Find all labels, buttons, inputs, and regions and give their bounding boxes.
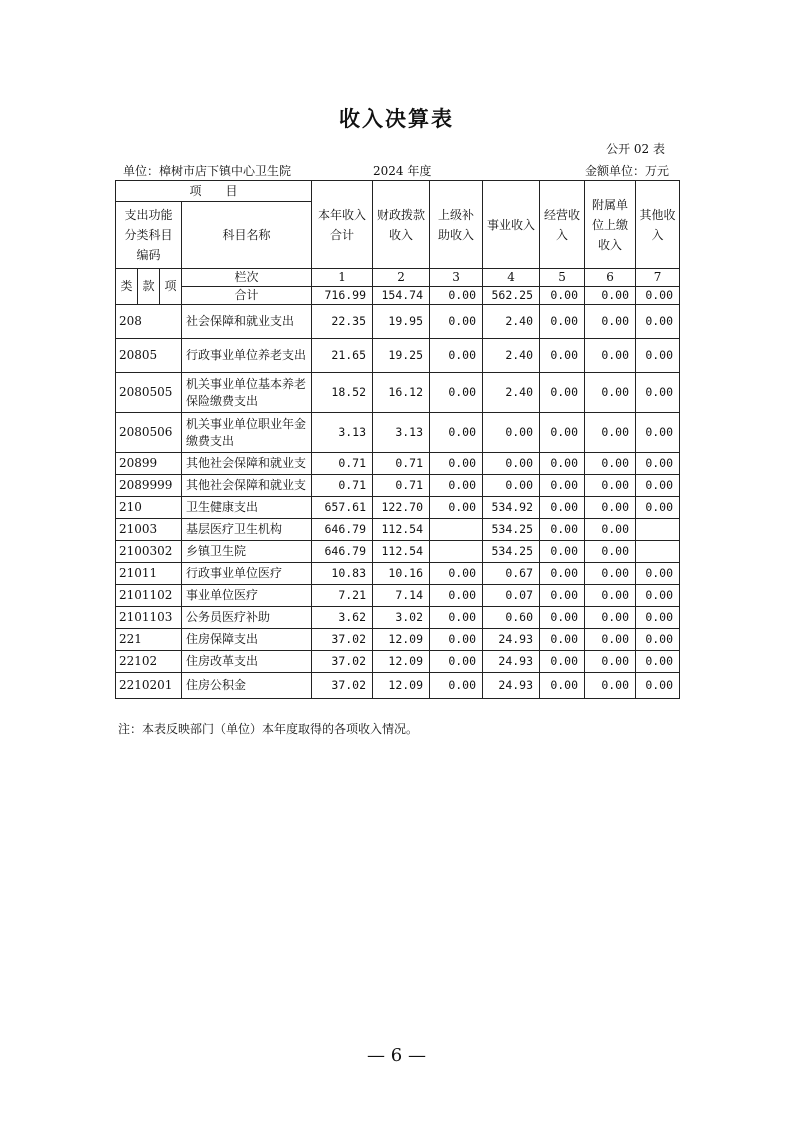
amount-cell: 0.00 bbox=[636, 629, 680, 651]
amount-cell: 646.79 bbox=[312, 541, 373, 563]
column-number: 5 bbox=[540, 269, 585, 287]
amount-cell: 0.00 bbox=[430, 497, 483, 519]
amount-cell: 0.00 bbox=[585, 413, 636, 453]
amount-cell: 0.00 bbox=[585, 453, 636, 475]
header-lei: 类 bbox=[116, 269, 138, 305]
table-row bbox=[116, 519, 680, 541]
amount-cell: 0.00 bbox=[483, 453, 540, 475]
amount-cell: 21.65 bbox=[312, 339, 373, 373]
header-col-operation: 经营收入 bbox=[540, 181, 585, 269]
amount-cell: 0.00 bbox=[636, 497, 680, 519]
total-cell: 716.99 bbox=[312, 287, 373, 305]
subject-name: 行政事业单位养老支出 bbox=[182, 339, 312, 373]
header-kuan: 款 bbox=[138, 269, 160, 305]
subject-code: 2210201 bbox=[116, 673, 182, 699]
amount-cell bbox=[636, 541, 680, 563]
amount-cell: 0.00 bbox=[540, 453, 585, 475]
amount-cell: 646.79 bbox=[312, 519, 373, 541]
amount-cell: 12.09 bbox=[373, 629, 430, 651]
amount-cell: 0.00 bbox=[636, 305, 680, 339]
subject-name: 行政事业单位医疗 bbox=[182, 563, 312, 585]
amount-cell: 0.00 bbox=[585, 519, 636, 541]
subject-name: 住房改革支出 bbox=[182, 651, 312, 673]
amount-cell: 0.00 bbox=[430, 585, 483, 607]
amount-cell: 0.00 bbox=[585, 373, 636, 413]
amount-cell: 18.52 bbox=[312, 373, 373, 413]
amount-cell: 0.00 bbox=[540, 519, 585, 541]
subject-code: 2100302 bbox=[116, 541, 182, 563]
subject-code: 2101103 bbox=[116, 607, 182, 629]
amount-cell: 0.00 bbox=[430, 339, 483, 373]
amount-cell: 0.00 bbox=[636, 651, 680, 673]
amount-cell: 0.00 bbox=[636, 475, 680, 497]
header-func-code: 支出功能分类科目编码 bbox=[116, 202, 182, 269]
amount-cell: 122.70 bbox=[373, 497, 430, 519]
subject-code: 21003 bbox=[116, 519, 182, 541]
table-row bbox=[116, 651, 680, 673]
amount-cell: 0.00 bbox=[540, 305, 585, 339]
amount-cell: 0.00 bbox=[585, 563, 636, 585]
amount-cell: 37.02 bbox=[312, 629, 373, 651]
amount-cell: 0.71 bbox=[373, 475, 430, 497]
amount-cell: 0.00 bbox=[636, 673, 680, 699]
amount-cell: 19.25 bbox=[373, 339, 430, 373]
table-row bbox=[116, 373, 680, 413]
column-number: 2 bbox=[373, 269, 430, 287]
money-unit-label: 金额单位：万元 bbox=[584, 164, 669, 178]
amount-cell: 0.00 bbox=[540, 475, 585, 497]
header-xiang: 项 bbox=[160, 269, 182, 305]
amount-cell: 0.00 bbox=[585, 475, 636, 497]
amount-cell: 0.00 bbox=[540, 629, 585, 651]
amount-cell: 112.54 bbox=[373, 541, 430, 563]
amount-cell: 0.00 bbox=[540, 673, 585, 699]
subject-name: 社会保障和就业支出 bbox=[182, 305, 312, 339]
amount-cell: 16.12 bbox=[373, 373, 430, 413]
amount-cell: 0.00 bbox=[540, 541, 585, 563]
subject-name: 其他社会保障和就业支 bbox=[182, 475, 312, 497]
amount-cell: 0.00 bbox=[636, 563, 680, 585]
amount-cell: 0.00 bbox=[636, 453, 680, 475]
amount-cell: 0.00 bbox=[585, 651, 636, 673]
table-row bbox=[116, 629, 680, 651]
subject-code: 22102 bbox=[116, 651, 182, 673]
subject-name: 公务员医疗补助 bbox=[182, 607, 312, 629]
page-title: 收入决算表 bbox=[339, 107, 454, 131]
amount-cell: 2.40 bbox=[483, 305, 540, 339]
column-number: 7 bbox=[636, 269, 680, 287]
subject-code: 2089999 bbox=[116, 475, 182, 497]
amount-cell: 0.00 bbox=[430, 629, 483, 651]
table-row bbox=[116, 339, 680, 373]
table-meta bbox=[115, 162, 679, 178]
amount-cell: 112.54 bbox=[373, 519, 430, 541]
amount-cell: 0.00 bbox=[636, 607, 680, 629]
header-col-superior: 上级补助收入 bbox=[430, 181, 483, 269]
amount-cell: 12.09 bbox=[373, 673, 430, 699]
subject-code: 2080506 bbox=[116, 413, 182, 453]
total-row bbox=[116, 287, 680, 305]
total-cell: 562.25 bbox=[483, 287, 540, 305]
total-cell: 0.00 bbox=[430, 287, 483, 305]
amount-cell: 0.07 bbox=[483, 585, 540, 607]
table-row bbox=[116, 305, 680, 339]
table-row bbox=[116, 497, 680, 519]
amount-cell: 534.25 bbox=[483, 519, 540, 541]
amount-cell: 3.02 bbox=[373, 607, 430, 629]
table-row bbox=[116, 585, 680, 607]
header-col-other: 其他收入 bbox=[636, 181, 680, 269]
amount-cell: 0.00 bbox=[585, 305, 636, 339]
amount-cell: 657.61 bbox=[312, 497, 373, 519]
amount-cell: 7.14 bbox=[373, 585, 430, 607]
amount-cell: 3.13 bbox=[373, 413, 430, 453]
amount-cell: 10.83 bbox=[312, 563, 373, 585]
header-col-business: 事业收入 bbox=[483, 181, 540, 269]
amount-cell: 0.00 bbox=[585, 585, 636, 607]
amount-cell: 0.00 bbox=[585, 629, 636, 651]
amount-cell: 0.60 bbox=[483, 607, 540, 629]
amount-cell: 0.00 bbox=[430, 475, 483, 497]
subject-name: 事业单位医疗 bbox=[182, 585, 312, 607]
amount-cell: 0.00 bbox=[540, 563, 585, 585]
total-cell: 0.00 bbox=[540, 287, 585, 305]
amount-cell: 0.00 bbox=[585, 673, 636, 699]
income-final-account-table bbox=[115, 180, 680, 699]
amount-cell: 0.00 bbox=[483, 475, 540, 497]
amount-cell: 534.92 bbox=[483, 497, 540, 519]
amount-cell: 0.71 bbox=[312, 475, 373, 497]
header-item: 项 目 bbox=[116, 181, 312, 202]
subject-code: 210 bbox=[116, 497, 182, 519]
subject-code: 2101102 bbox=[116, 585, 182, 607]
amount-cell: 0.00 bbox=[636, 339, 680, 373]
amount-cell: 0.71 bbox=[373, 453, 430, 475]
total-cell: 154.74 bbox=[373, 287, 430, 305]
table-row bbox=[116, 541, 680, 563]
amount-cell: 0.00 bbox=[585, 607, 636, 629]
amount-cell: 0.71 bbox=[312, 453, 373, 475]
amount-cell: 0.00 bbox=[636, 373, 680, 413]
amount-cell: 2.40 bbox=[483, 339, 540, 373]
subject-name: 住房保障支出 bbox=[182, 629, 312, 651]
amount-cell: 0.00 bbox=[430, 373, 483, 413]
amount-cell: 22.35 bbox=[312, 305, 373, 339]
subject-name: 住房公积金 bbox=[182, 673, 312, 699]
subject-name: 其他社会保障和就业支 bbox=[182, 453, 312, 475]
table-row bbox=[116, 607, 680, 629]
total-cell: 0.00 bbox=[585, 287, 636, 305]
header-col-affiliated: 附属单位上缴收入 bbox=[585, 181, 636, 269]
amount-cell: 12.09 bbox=[373, 651, 430, 673]
table-row bbox=[116, 563, 680, 585]
amount-cell: 0.00 bbox=[430, 563, 483, 585]
table-number: 公开 02 表 bbox=[606, 142, 665, 156]
subject-code: 208 bbox=[116, 305, 182, 339]
table-row bbox=[116, 673, 680, 699]
header-subject-name: 科目名称 bbox=[182, 202, 312, 269]
subject-code: 21011 bbox=[116, 563, 182, 585]
amount-cell: 0.00 bbox=[540, 373, 585, 413]
amount-cell: 0.00 bbox=[540, 497, 585, 519]
amount-cell: 24.93 bbox=[483, 673, 540, 699]
amount-cell: 0.67 bbox=[483, 563, 540, 585]
amount-cell: 37.02 bbox=[312, 673, 373, 699]
amount-cell: 0.00 bbox=[540, 607, 585, 629]
amount-cell: 534.25 bbox=[483, 541, 540, 563]
column-number: 3 bbox=[430, 269, 483, 287]
amount-cell: 0.00 bbox=[430, 453, 483, 475]
amount-cell: 0.00 bbox=[585, 541, 636, 563]
amount-cell: 0.00 bbox=[540, 413, 585, 453]
header-col-fiscal: 财政拨款收入 bbox=[373, 181, 430, 269]
amount-cell: 0.00 bbox=[636, 413, 680, 453]
amount-cell: 24.93 bbox=[483, 629, 540, 651]
subject-name: 机关事业单位职业年金缴费支出 bbox=[182, 413, 312, 453]
total-cell: 0.00 bbox=[636, 287, 680, 305]
amount-cell: 0.00 bbox=[430, 305, 483, 339]
column-number: 1 bbox=[312, 269, 373, 287]
column-number: 4 bbox=[483, 269, 540, 287]
amount-cell bbox=[430, 541, 483, 563]
amount-cell bbox=[636, 519, 680, 541]
amount-cell: 0.00 bbox=[540, 651, 585, 673]
table-row bbox=[116, 475, 680, 497]
amount-cell: 0.00 bbox=[430, 673, 483, 699]
table-row bbox=[116, 413, 680, 453]
subject-code: 2080505 bbox=[116, 373, 182, 413]
unit-label: 单位：樟树市店下镇中心卫生院 bbox=[123, 164, 292, 178]
amount-cell: 0.00 bbox=[430, 413, 483, 453]
amount-cell: 0.00 bbox=[483, 413, 540, 453]
amount-cell: 0.00 bbox=[636, 585, 680, 607]
subject-code: 20805 bbox=[116, 339, 182, 373]
amount-cell: 19.95 bbox=[373, 305, 430, 339]
subject-code: 20899 bbox=[116, 453, 182, 475]
amount-cell: 0.00 bbox=[585, 497, 636, 519]
table-note: 注：本表反映部门（单位）本年度取得的各项收入情况。 bbox=[118, 722, 419, 736]
amount-cell: 10.16 bbox=[373, 563, 430, 585]
amount-cell bbox=[430, 519, 483, 541]
amount-cell: 3.13 bbox=[312, 413, 373, 453]
amount-cell: 3.62 bbox=[312, 607, 373, 629]
subject-name: 机关事业单位基本养老保险缴费支出 bbox=[182, 373, 312, 413]
subject-name: 卫生健康支出 bbox=[182, 497, 312, 519]
amount-cell: 0.00 bbox=[430, 651, 483, 673]
total-label: 合计 bbox=[182, 287, 312, 305]
table-row bbox=[116, 453, 680, 475]
amount-cell: 24.93 bbox=[483, 651, 540, 673]
subject-name: 基层医疗卫生机构 bbox=[182, 519, 312, 541]
amount-cell: 0.00 bbox=[540, 585, 585, 607]
amount-cell: 0.00 bbox=[540, 339, 585, 373]
amount-cell: 2.40 bbox=[483, 373, 540, 413]
subject-code: 221 bbox=[116, 629, 182, 651]
amount-cell: 0.00 bbox=[430, 607, 483, 629]
subject-name: 乡镇卫生院 bbox=[182, 541, 312, 563]
year-label: 2024 年度 bbox=[373, 164, 432, 178]
column-number: 6 bbox=[585, 269, 636, 287]
amount-cell: 0.00 bbox=[585, 339, 636, 373]
header-col-total: 本年收入合计 bbox=[312, 181, 373, 269]
header-lanci: 栏次 bbox=[182, 269, 312, 287]
amount-cell: 37.02 bbox=[312, 651, 373, 673]
amount-cell: 7.21 bbox=[312, 585, 373, 607]
page-number: — 6 — bbox=[367, 1045, 426, 1066]
